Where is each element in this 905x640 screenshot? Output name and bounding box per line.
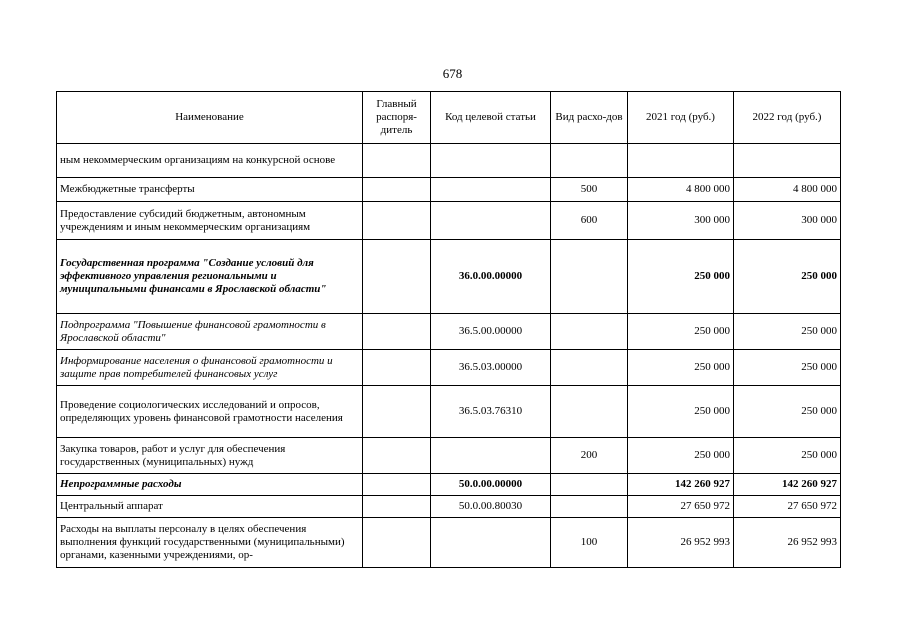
table-header-row <box>57 92 841 144</box>
row-type-cell <box>551 144 628 178</box>
row-code-cell <box>431 202 551 240</box>
row-type-cell <box>551 314 628 350</box>
row-name-cell: ным некоммерческим организациям на конкурсной основе <box>57 144 363 178</box>
row-name-cell: Подпрограмма "Повышение финансовой грамотности в Ярославской области" <box>57 314 363 350</box>
row-code-cell: 36.5.03.00000 <box>431 350 551 386</box>
row-code-cell: 36.5.00.00000 <box>431 314 551 350</box>
row-2022-cell: 26 952 993 <box>734 518 841 568</box>
row-name-cell: Предоставление субсидий бюджетным, автономным учреждениям и иным некоммерческим организациям <box>57 202 363 240</box>
row-admin-cell <box>363 474 431 496</box>
row-admin-cell <box>363 314 431 350</box>
table-row <box>57 144 841 178</box>
row-type-cell <box>551 240 628 314</box>
table-row <box>57 496 841 518</box>
row-2021-cell: 250 000 <box>628 438 734 474</box>
header-admin: Главный распоря-дитель <box>363 92 431 144</box>
row-2022-cell: 27 650 972 <box>734 496 841 518</box>
header-code: Код целевой статьи <box>431 92 551 144</box>
row-2021-cell: 250 000 <box>628 314 734 350</box>
table-row <box>57 314 841 350</box>
table-row <box>57 240 841 314</box>
row-name-cell: Закупка товаров, работ и услуг для обеспечения государственных (муниципальных) нужд <box>57 438 363 474</box>
row-type-cell: 600 <box>551 202 628 240</box>
row-2021-cell: 250 000 <box>628 240 734 314</box>
row-code-cell <box>431 178 551 202</box>
row-code-cell: 36.0.00.00000 <box>431 240 551 314</box>
row-code-cell: 36.5.03.76310 <box>431 386 551 438</box>
table-row <box>57 518 841 568</box>
row-admin-cell <box>363 144 431 178</box>
row-admin-cell <box>363 240 431 314</box>
table-row <box>57 202 841 240</box>
row-code-cell <box>431 518 551 568</box>
header-2021: 2021 год (руб.) <box>628 92 734 144</box>
row-2021-cell: 27 650 972 <box>628 496 734 518</box>
row-2021-cell: 300 000 <box>628 202 734 240</box>
row-code-cell: 50.0.00.00000 <box>431 474 551 496</box>
row-2022-cell: 250 000 <box>734 386 841 438</box>
row-2022-cell: 300 000 <box>734 202 841 240</box>
row-admin-cell <box>363 350 431 386</box>
row-name-cell: Расходы на выплаты персоналу в целях обеспечения выполнения функций государственными (муниципальными) органами, казенными учреждениями, ор- <box>57 518 363 568</box>
table-body <box>57 144 841 568</box>
row-admin-cell <box>363 178 431 202</box>
budget-table <box>56 91 841 568</box>
table-row <box>57 438 841 474</box>
row-code-cell: 50.0.00.80030 <box>431 496 551 518</box>
row-admin-cell <box>363 438 431 474</box>
row-admin-cell <box>363 496 431 518</box>
row-2021-cell: 26 952 993 <box>628 518 734 568</box>
row-name-cell: Проведение социологических исследований и опросов, определяющих уровень финансовой грамотности населения <box>57 386 363 438</box>
row-code-cell <box>431 144 551 178</box>
row-type-cell <box>551 350 628 386</box>
row-2022-cell: 142 260 927 <box>734 474 841 496</box>
table-row <box>57 178 841 202</box>
row-type-cell: 200 <box>551 438 628 474</box>
row-type-cell: 500 <box>551 178 628 202</box>
header-type: Вид расхо-дов <box>551 92 628 144</box>
row-name-cell: Центральный аппарат <box>57 496 363 518</box>
row-2022-cell <box>734 144 841 178</box>
row-type-cell: 100 <box>551 518 628 568</box>
row-name-cell: Межбюджетные трансферты <box>57 178 363 202</box>
page-number: 678 <box>442 66 463 81</box>
row-2021-cell: 142 260 927 <box>628 474 734 496</box>
row-admin-cell <box>363 202 431 240</box>
table-row <box>57 386 841 438</box>
header-name: Наименование <box>57 92 363 144</box>
row-type-cell <box>551 474 628 496</box>
row-name-cell: Государственная программа "Создание условий для эффективного управления региональными и муниципальными финансами в Ярославской области" <box>57 240 363 314</box>
row-type-cell <box>551 386 628 438</box>
row-2022-cell: 250 000 <box>734 314 841 350</box>
row-2021-cell: 250 000 <box>628 350 734 386</box>
table-row <box>57 350 841 386</box>
row-2022-cell: 250 000 <box>734 240 841 314</box>
header-2022: 2022 год (руб.) <box>734 92 841 144</box>
table-row <box>57 474 841 496</box>
row-2022-cell: 4 800 000 <box>734 178 841 202</box>
row-2021-cell: 4 800 000 <box>628 178 734 202</box>
row-2021-cell <box>628 144 734 178</box>
row-admin-cell <box>363 386 431 438</box>
row-admin-cell <box>363 518 431 568</box>
row-2021-cell: 250 000 <box>628 386 734 438</box>
row-name-cell: Непрограммные расходы <box>57 474 363 496</box>
row-2022-cell: 250 000 <box>734 350 841 386</box>
row-type-cell <box>551 496 628 518</box>
row-code-cell <box>431 438 551 474</box>
row-2022-cell: 250 000 <box>734 438 841 474</box>
row-name-cell: Информирование населения о финансовой грамотности и защите прав потребителей финансовых услуг <box>57 350 363 386</box>
